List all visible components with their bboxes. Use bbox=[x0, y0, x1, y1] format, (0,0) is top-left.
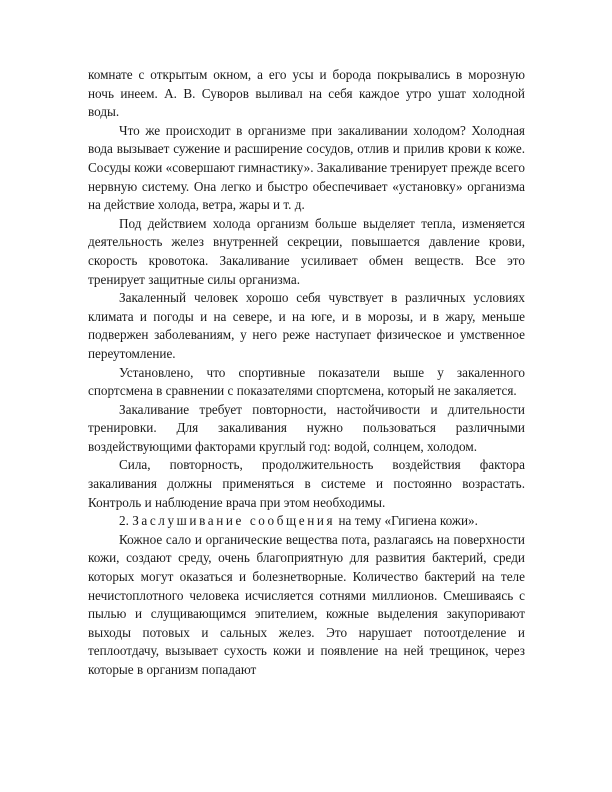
section-number: 2. bbox=[119, 513, 129, 529]
document-page bbox=[88, 66, 525, 680]
paragraph-training: Закаливание требует повторности, настойчивости и длительности тренировки. Для закаливания нужно пользоваться различными воздействующими факторами круглый год: водой, солнцем, холодом. bbox=[88, 401, 525, 454]
paragraph-continuation: комнате с открытым окном, а его усы и борода покрывались в морозную ночь инеем. А. В. Суворов выливал на себя каждое утро ушат холодной воды. bbox=[88, 67, 525, 120]
section-heading bbox=[88, 512, 525, 531]
paragraph-sports-results: Установлено, что спортивные показатели выше у закаленного спортсмена в сравнении с показателями спортсмена, который не закаляется. bbox=[88, 364, 525, 399]
paragraph-cold-hardening: Что же происходит в организме при закаливании холодом? Холодная вода вызывает сужение и расширение сосудов, отлив и прилив крови к коже. Сосуды кожи «совершают гимнастику». Закаливание тренирует прежде всего нервную систему. Она легко и быстро обеспечивает «установку» организма на действие холода, ветра, жары и т. д. bbox=[88, 122, 525, 213]
paragraph-control: Сила, повторность, продолжительность воздействия фактора закаливания должны применяться в системе и постоянно возрастать. Контроль и наблюдение врача при этом необходимы. bbox=[88, 457, 525, 510]
paragraph-skin-hygiene: Кожное сало и органические вещества пота, разлагаясь на поверхности кожи, создают среду, очень благоприятную для развития бактерий, среди которых могут оказаться и болезнетворные. Количество бактерий на теле нечистоплотного человека исчисляется сотнями миллионов. Смешиваясь с пылью и слущивающимся эпителием, кожные выделения закупоривают выходы потовых и сальных желез. Это нарушает потоотделение и теплоотдачу, вызывает сухость кожи и появление на ней трещинок, через которые в организм попадают bbox=[88, 531, 525, 677]
section-spaced-title: Заслушивание сообщения bbox=[132, 513, 336, 529]
section-topic: на тему «Гигиена кожи». bbox=[338, 513, 478, 529]
paragraph-cold-effects: Под действием холода организм больше выделяет тепла, изменяется деятельность желез внутренней секреции, повышается давление крови, скорость кровотока. Закаливание усиливает обмен веществ. Все это тренирует защитные силы организма. bbox=[88, 215, 525, 287]
paragraph-hardened-person: Закаленный человек хорошо себя чувствует в различных условиях климата и погоды и на севере, и на юге, и в морозы, и в жару, меньше подвержен заболеваниям, у него реже наступает физическое и умственное переутомление. bbox=[88, 290, 525, 361]
